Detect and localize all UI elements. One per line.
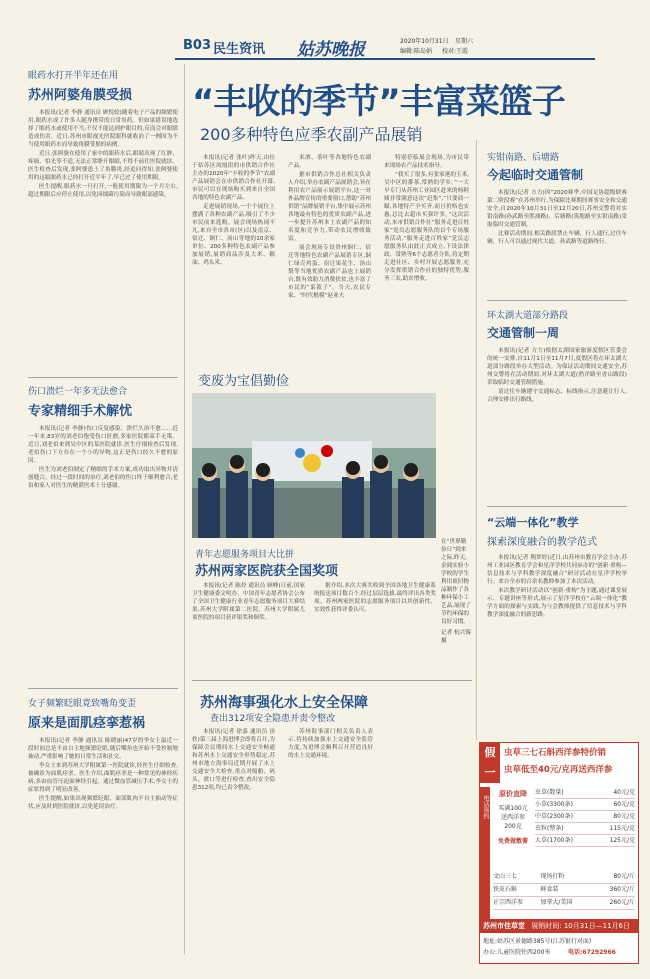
ad-store-bar [480,919,638,933]
page-code: B03 [183,38,211,53]
right-story-1 [487,150,627,289]
ad-promo-title: 原价直降 [499,790,527,798]
left-vertical-rule [184,64,185,954]
issue-weekday: 星期六 [455,38,474,45]
maritime-body-2: 苏州海事部门相关负责人表示,将持续加强水上交通安全监管力度,为进博会顺利召开营造良好的水上交通环境。 [288,729,373,759]
award-story-body-1: 本报讯(记者 陈烃 通讯员 顾峰)日前,国家卫生健康委文明办、中国青年志愿者协会公布了全国卫生健康行业青年志愿服务项目大赛结果,苏州大学附属第二医院、苏州大学附属儿童医院的项目获评银奖和铜奖。 [192,583,305,621]
ad-banner-line-1: 虫草三七石斛西洋参特价销 [504,748,607,758]
maritime-divider [192,680,472,681]
page-header [175,34,595,60]
left-divider-2 [28,688,178,689]
left-story-1-title: 苏州阿婆角膜受损 [28,88,133,103]
ad-price-row: 铁皮石斛 鲜食装 360元/斤 [493,884,635,897]
ad-vertical-label: 电话预约 [480,787,490,925]
right-story-3-title: 探索深度融合的教学范式 [487,537,597,548]
right-vertical-rule [476,140,477,740]
right-story-3-body: 本报讯(记者 陶梦婷)近日,由苏州市教育学会主办,苏州工业园区教育学会和星洋学校共同承办的“创新·重构—信息技术与学科教学深度融合”研讨活动在星洋学校举行。来自全市的百余名教师参加了本次活动。 本次教学研讨活动以“创新·重构”为主题,通过课堂展示、专题讲座等形式,展示了星洋学校在“云端一体化”教学方面的探索与实践,为与会教师提供了信息技术与学科教学深度融合的新思路。 [487,555,627,618]
ad-price-row: 大草(1700条) 125元/克 [535,835,635,847]
maritime-body-1: 本报讯(记者 徐嘉 通讯员 汤轶)第三届上海进博会即将召开,为保障会议期间水上交通安全畅通和苏州水上交通安全形势稳定,苏州市地方海事局近期开展了水上交通安全大检查,重点对船舶、码头、渡口等进行检查,查出安全隐患312项,均已责令整改。 [192,729,275,791]
right-story-2-title: 交通管制一周 [487,326,560,340]
right-story-2-body: 本报讯(记者 方力)根据太湖国家旅游度假区管委会的统一安排,自11月1日至11月7日,度假区将在环太湖大道部分路段举办大型活动。为保证活动期间交通安全,苏州交警将在活动期间,对环太湖大道(渔洋路至香山路段)采取临时交通管制措施。 请过往车辆遵守交通标志、标线指示,注意避让行人,合理安排出行路线。 [487,348,627,403]
masthead-logo: 姑苏晚报 [297,40,365,60]
section-name: 民生资讯 [213,42,266,57]
ad-banner-line-2: 虫草低至40元/克再送西洋参 [504,765,613,775]
right-story-1-title: 今起临时交通管制 [487,168,584,182]
award-story-subtitle: 青年志愿服务项目大比拼 [195,550,295,560]
left-story-3-subtitle: 女子频繁眨眼竟致嘴角变歪 [28,699,137,709]
left-story-2-body: 本报讯(记者 李静)伤口反复感染、溃烂久治不愈……近一年来,83岁的刘老伯饱受伤口折磨,多家医院都束手无策。近日,刘老伯来到吴中区的某医院就诊,医生仔细检查后发现,老伯伤口下方存在一个小的异物,这正是伤口经久不愈的原因。 医生为刘老伯制定了精细的手术方案,成功取出异物并清创缝合。经过一段时间的治疗,刘老伯的伤口终于顺利愈合,老伯和家人对医生的精湛医术十分感谢。 [28,426,178,489]
photo-caption-side [441,538,471,645]
lead-headline: “丰收的季节”丰富菜篮子 [192,82,565,122]
lead-col-1: 本报讯(记者 张叶)昨天,由位于姑苏区凤凰街的市供销合作社主办的2020年“丰收的季节”农副产品展销会在市供销合作社开幕,市民可以在现场购买到来自全国各地的特色农副产品。 走进展销现场,一个个展位上摆满了各种农副产品,吸引了不少市民前来选购。展会现场热闹不凡,来自全市各市(区)以及南京、宿迁、铜仁、汤山等地的10余家单位、200多种特色农副产品参加展销,展销商品涉及大米、糯油、鸡头米、 [192,155,275,266]
children-science-photo [192,393,436,538]
left-story-3-title: 原来是面肌痉挛惹祸 [28,716,146,731]
ad-price-grid-2 [493,871,635,910]
ad-store-dates: 10月31日—11月6日 [563,922,631,930]
ad-price-row: 小草(3300条) 60元/克 [535,799,635,811]
left-divider-1 [28,377,178,378]
ad-banner-left: 假 一 [480,743,500,783]
issue-date: 2020年10月31日 [400,38,449,45]
award-story-title: 苏州两家医院获全国奖项 [195,564,339,579]
right-story-2-subtitle: 环太湖大道部分路段 [487,311,569,321]
right-story-3 [487,514,627,744]
ad-price-row: 正宗西洋参 加拿大/美国 260元/斤 [493,897,635,910]
left-story-3-body: 本报讯(记者 李静 通讯员 陈晓丽)47岁的李女士最近一段时间总是不由自主地频繁眨眼,随后嘴角也开始不受控制地抽动,严重影响了她的日常生活和社交。 李女士来到苏州大学附属第一医院就诊,经医生仔细检查,被确诊为面肌痉挛。医生介绍,面肌痉挛是一种常见的神经疾病,多由血管压迫面神经引起。通过微血管减压手术,李女士的症状得到了明显改善。 医生提醒,如果出现频繁眨眼、面部肌肉不自主抽动等症状,应及时到医院就诊,以免延误治疗。 [28,738,178,810]
editor-credit: 编辑:陈岛娟 [400,48,433,55]
maritime-subtitle: 查出312项安全隐患并责令整改 [210,714,336,724]
award-story-body-2: 据介绍,本次大赛共收到全国各地卫生健康系统报送项目数百个,经过层层选拔,最终评出各类奖项。苏州两家医院的志愿服务项目以其创新性、实效性获得评委认可。 [314,583,436,613]
lead-col-2: 米酒、茶叶等各地特色农副产品。 据市供销合作总社相关负责人介绍,举办农副产品展销会,旨在利用农产品展示展销平台,这一对外品牌宣传的重要窗口,帮助“苏州供销”品牌展销平台,集中展示苏州各地最有特色的优质农副产品,进一步提升苏州本土农副产品的知名度和竞争力,带动农民增收致富。 展会现场专设贵州铜仁、宿迁等地特色农副产品展销专区,铜仁绿壳鸡蛋、宿迁果花生、汤山梨等当地优质农副产品也上展销台,既有效助力消费扶贫,也丰富了市民的“菜篮子”。当天,农民专家、“时代楷模”赵亚夫 [288,155,371,299]
maritime-title: 苏州海事强化水上安全保障 [200,695,368,711]
ad-store-name: 苏州市佳草堂 [483,922,525,930]
ad-address-2: 办公:儿童医院往西200米 [483,949,551,956]
ad-promo-box: 原价直降 买满100元 送西洋参 200克 免费做敷膏 [493,789,533,869]
right-story-3-subtitle: “云端一体化”教学 [487,516,579,529]
right-divider-2 [487,506,627,507]
photo-credit: 记者 杭兴锡 摄 [441,630,471,644]
left-story-1 [28,68,178,349]
left-story-1-subtitle: 眼药水打开半年还在用 [28,71,119,81]
ad-address: 地址:姑苏区景德路385号(江苏银行对面) [483,938,592,945]
lead-subheadline: 200多种特色应季农副产品展销 [200,125,423,144]
right-divider-1 [487,300,627,301]
left-story-2-subtitle: 伤口溃烂一年多无法愈合 [28,387,128,397]
advertisement [479,742,639,964]
photo-caption-text: 在“世界勤俭日”到来之际,昨天,金阊实验小学校的学生利用废旧物品制作了各种环保小工艺品,展现了节约环保的良好习惯。 [441,539,471,625]
ad-price-row: 虫粒(整条) 115元/克 [535,823,635,835]
left-story-3 [28,696,178,977]
right-story-2 [487,308,627,497]
ad-price-row: 中草(2300条) 80元/克 [535,811,635,823]
right-story-1-subtitle: 实钳南路、后塘路 [487,153,560,163]
ad-store-date-label: 展销时间: [531,922,562,930]
left-story-1-body: 本报讯(记者 李静 通讯员 顾悦姣)随着电子产品的频繁使用,眼药水成了许多人随身携带的日常用药。但如果错误地选择了眼药水或使用不当,不仅不能达到护眼目的,反而会对眼睛造成伤害。近日,苏州市眼视光医院眼科就收治了一例因为不当使用眼药水而导致角膜受损的病例。 近日,张阿婆在使用了家中的眼药水后,眼睛出现了红肿、疼痛、怕光等不适,无法正常睁开眼睛,不得不前往医院就诊。医生检查后发现,张阿婆患上了角膜炎,经追问得知,张阿婆使用的这瓶眼药水已经打开近半年了,早已过了使用期限。 医生提醒,眼药水一旦打开,一般使用期限为一个月左右,超过期限后应停止使用,以免因细菌污染而导致眼部感染。 [28,110,178,198]
lead-col-3: 特别莅临展会现场,为市民带来现场农产品技术指导。 “我买了很多,有张家港的玉米,吴中区的番茶,常熟的学乡。”一大早专门从苏州工业园区赶来的杨阿姨非常满意这次“赶集”,“只要商一瞄,各地特产全买齐,而且价格也实惠,总比去超市买强许多。”这次活动,本市供销合作社“服务走进百姓家”党员志愿服务队的首个专场服务活动,“服务走进百姓家”党员志愿服务队由此正式成立,下设法律政、常熟等6个志愿者分队,将定期走进社区、乡村开展志愿服务,充分发挥供销合作社的独特优势,服务三农,助农增收。 [384,155,469,282]
left-story-2-title: 专家精细手术解忧 [28,404,133,419]
ad-price-row: 文山三七 现场打粉 80元/斤 [493,871,635,884]
photo-section-title: 变废为宝倡勤俭 [198,374,290,389]
ad-price-grid [535,787,635,847]
left-story-2 [28,384,178,665]
ad-price-row: 虫草(数量) 40元/克 [535,787,635,799]
proof-credit: 校对:王霞 [442,48,469,55]
right-story-1-body: 本报讯(记者 方力)因“2020赛季,中国足协超级联赛第二阶段赛”在苏州举行,为保障比赛期间赛事安全和交通安全,自2020年10月31日至12月20日,苏州交警将对实钳南路(孙武路至胜浦路)、后塘路(筑地路至实钳南路)采取临时交通管制。 比赛活动期间,相关路段禁止车辆、行人通行,过往车辆、行人可以通过现代大道、孙武路等道路绕行。 [487,190,627,245]
ad-phone: 电话:67292966 [568,949,616,956]
